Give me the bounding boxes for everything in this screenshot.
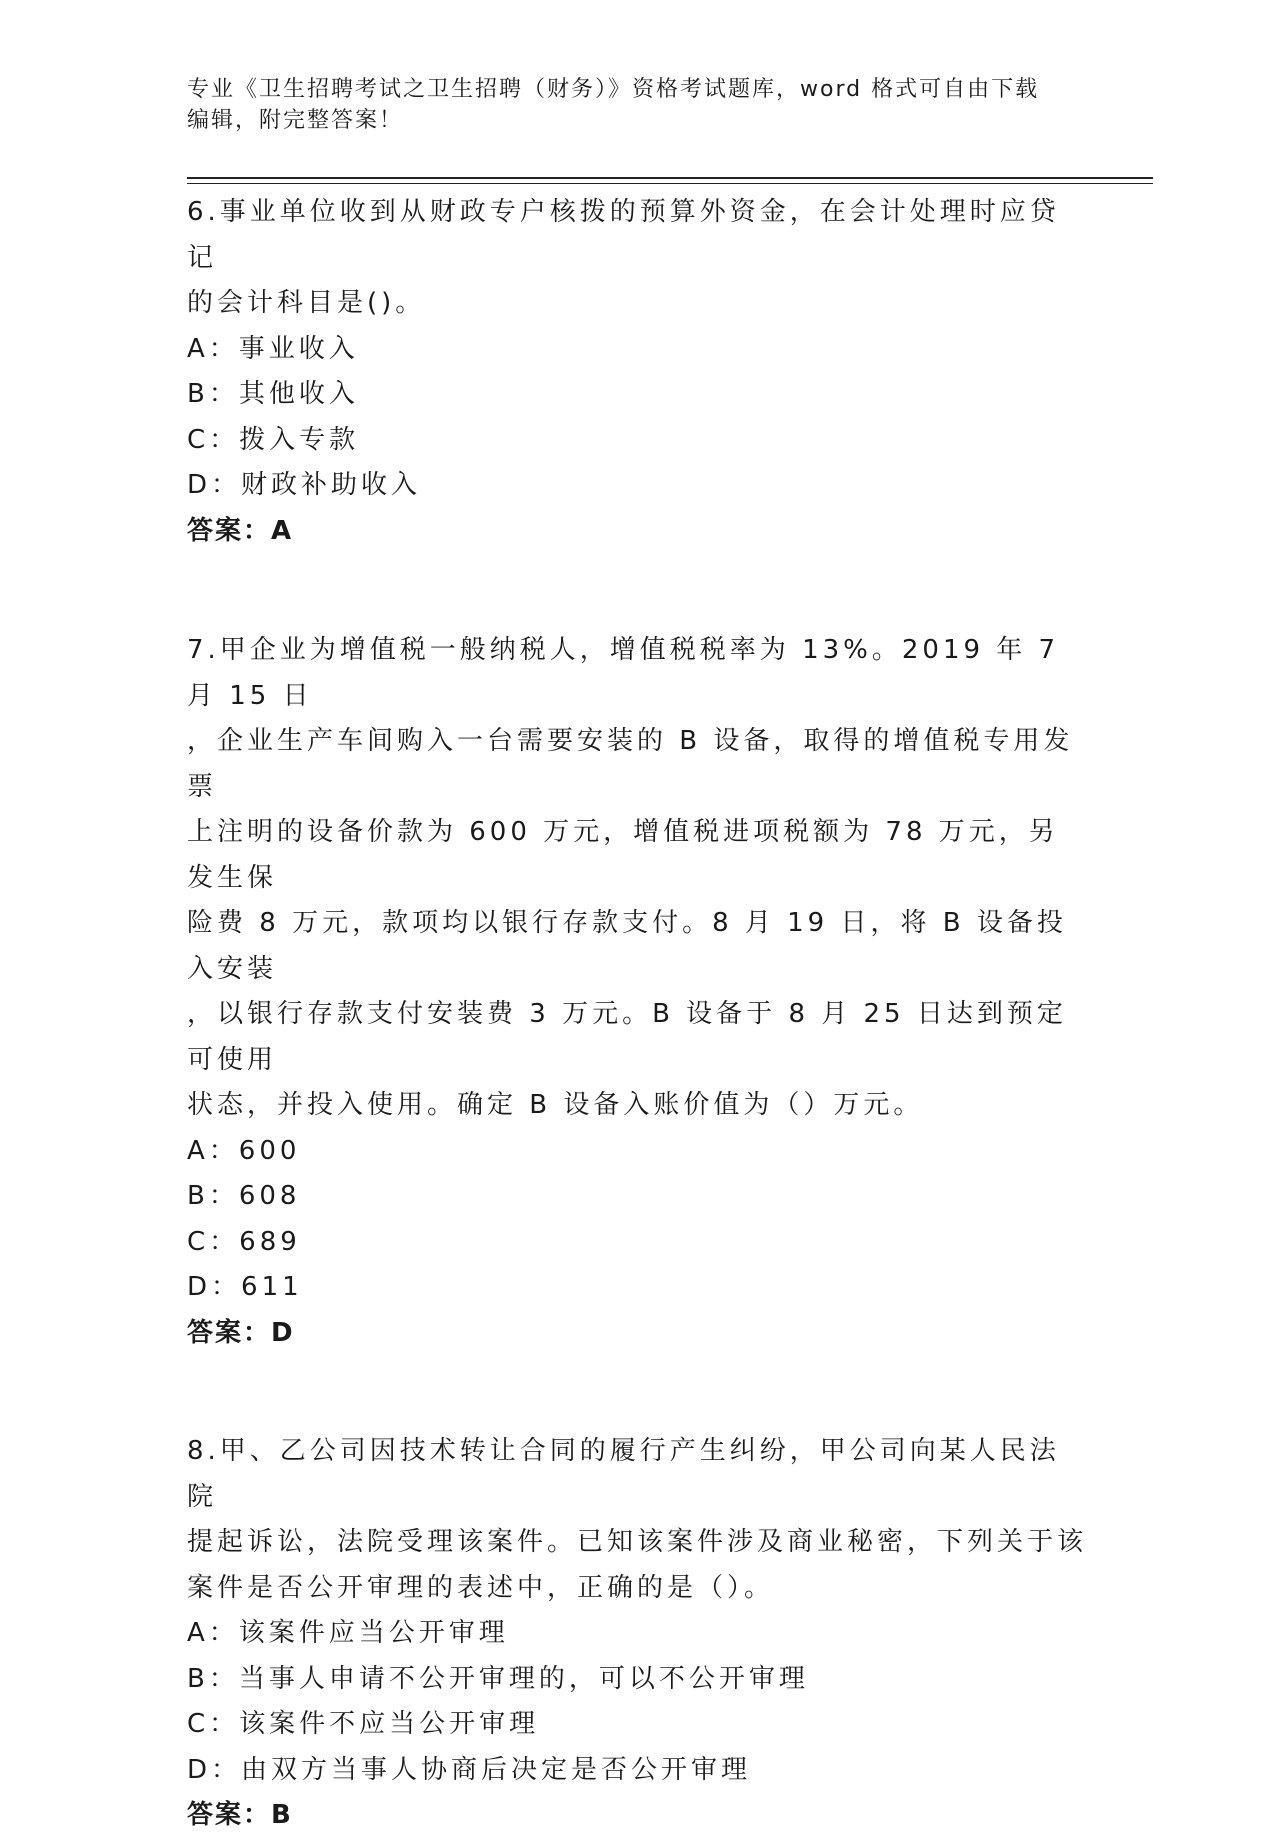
spacer bbox=[187, 1356, 1087, 1429]
question-6 bbox=[187, 190, 1087, 554]
option-c: C：该案件不应当公开审理 bbox=[187, 1709, 540, 1739]
header-line-1: 专业《卫生招聘考试之卫生招聘（财务）》资格考试题库，word 格式可自由下载 bbox=[187, 77, 1040, 102]
spacer bbox=[187, 554, 1087, 628]
option-a: A：事业收入 bbox=[187, 333, 359, 364]
option-d: D：财政补助收入 bbox=[187, 470, 422, 500]
answer: 答案：B bbox=[187, 1800, 293, 1830]
question-text-line: 的会计科目是()。 bbox=[187, 288, 426, 318]
question-7 bbox=[187, 628, 1087, 1356]
question-8 bbox=[187, 1429, 1087, 1839]
option-b: B：其他收入 bbox=[187, 379, 359, 409]
question-text bbox=[187, 1429, 1087, 1611]
option-b: B：608 bbox=[187, 1181, 301, 1211]
option-a: A：600 bbox=[187, 1135, 301, 1166]
question-text-line: 状态，并投入使用。确定 B 设备入账价值为（）万元。 bbox=[187, 1090, 924, 1120]
option-d: D：由双方当事人协商后决定是否公开审理 bbox=[187, 1754, 752, 1785]
question-text-line: 提起诉讼，法院受理该案件。已知该案件涉及商业秘密，下列关于该 bbox=[187, 1527, 1088, 1557]
question-text-line: 上注明的设备价款为 600 万元，增值税进项税额为 78 万元，另发生保 bbox=[187, 817, 1059, 893]
question-text-line: ，企业生产车间购入一台需要安装的 B 设备，取得的增值税专用发票 bbox=[187, 726, 1074, 802]
option-c: C：689 bbox=[187, 1226, 301, 1257]
question-text bbox=[187, 628, 1087, 1129]
question-text-line: 8.甲、乙公司因技术转让合同的履行产生纠纷，甲公司向某人民法院 bbox=[187, 1436, 1060, 1512]
document-header bbox=[187, 74, 1067, 136]
question-list bbox=[187, 190, 1087, 1839]
option-b: B：当事人申请不公开审理的，可以不公开审理 bbox=[187, 1663, 809, 1694]
question-text-line: 6.事业单位收到从财政专户核拨的预算外资金，在会计处理时应贷记 bbox=[187, 197, 1060, 273]
option-a: A：该案件应当公开审理 bbox=[187, 1618, 509, 1648]
question-text-line: ，以银行存款支付安装费 3 万元。B 设备于 8 月 25 日达到预定可使用 bbox=[187, 999, 1067, 1075]
header-line-2: 编辑，附完整答案！ bbox=[187, 108, 404, 133]
question-text-line: 7.甲企业为增值税一般纳税人，增值税税率为 13%。2019 年 7 月 15 日 bbox=[187, 635, 1060, 711]
answer: 答案：A bbox=[187, 515, 294, 546]
option-d: D：611 bbox=[187, 1272, 303, 1302]
option-c: C：拨入专款 bbox=[187, 424, 360, 455]
header-divider-thin bbox=[187, 183, 1153, 184]
answer: 答案：D bbox=[187, 1317, 295, 1348]
question-text-line: 案件是否公开审理的表述中，正确的是（）。 bbox=[187, 1572, 775, 1603]
question-text bbox=[187, 190, 1087, 327]
header-divider-thick bbox=[187, 177, 1153, 179]
question-text-line: 险费 8 万元，款项均以银行存款支付。8 月 19 日，将 B 设备投入安装 bbox=[187, 908, 1067, 984]
